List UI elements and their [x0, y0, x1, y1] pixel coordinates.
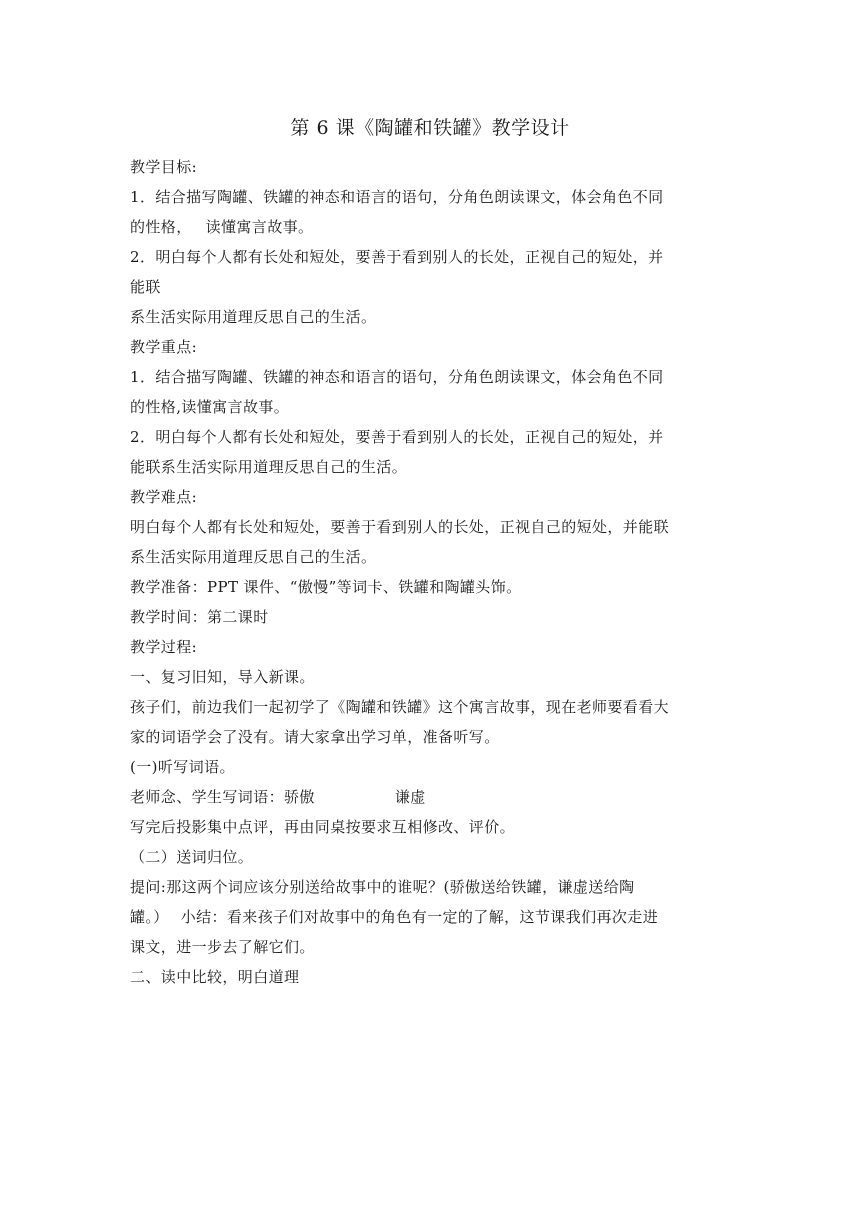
- key-point-1-line-1: 1．结合描写陶罐、铁罐的神态和语言的语句，分角色朗读课文，体会角色不同: [130, 368, 664, 386]
- dictation-line: [130, 782, 730, 812]
- question-line-1: 提问:那这两个词应该分别送给故事中的谁呢？(骄傲送给铁罐，谦虚送给陶: [130, 878, 635, 896]
- process-heading: 教学过程:: [130, 638, 198, 656]
- objectives-heading: 教学目标:: [130, 158, 198, 176]
- question-line-3: 课文，进一步去了解它们。: [130, 938, 315, 956]
- section-1-heading: 一、复习旧知，导入新课。: [130, 668, 315, 686]
- key-points-heading: 教学重点:: [130, 338, 198, 356]
- dictation-word-2: 谦虚: [394, 788, 426, 806]
- objective-1-line-2: [130, 212, 730, 242]
- intro-line-1: 孩子们，前边我们一起初学了《陶罐和铁罐》这个寓言故事，现在老师要看看大: [130, 698, 670, 716]
- subsection-1-heading: (一)听写词语。: [130, 758, 235, 776]
- subsection-2-heading: （二）送词归位。: [130, 848, 254, 866]
- dictation-label: 老师念、学生写词语：骄傲: [130, 788, 315, 806]
- objective-1-line-2b: 读懂寓言故事。: [205, 218, 314, 236]
- objective-1-line-1: 1．结合描写陶罐、铁罐的神态和语言的语句，分角色朗读课文，体会角色不同: [130, 188, 664, 206]
- objective-2-line-1: 2．明白每个人都有长处和短处，要善于看到别人的长处，正视自己的短处，并: [130, 248, 664, 266]
- key-point-2-line-1: 2．明白每个人都有长处和短处，要善于看到别人的长处，正视自己的短处，并: [130, 428, 664, 446]
- question-line-2a: 罐。）: [130, 908, 169, 926]
- document-body: [130, 152, 730, 992]
- objective-2-line-2: 能联: [130, 278, 161, 296]
- objective-1-line-2a: 的性格，: [130, 218, 192, 236]
- preparation-line: 教学准备：PPT 课件、“傲慢”等词卡、铁罐和陶罐头饰。: [130, 578, 522, 596]
- difficulties-line-1: 明白每个人都有长处和短处，要善于看到别人的长处，正视自己的短处，并能联: [130, 518, 670, 536]
- objective-2-line-3: 系生活实际用道理反思自己的生活。: [130, 308, 377, 326]
- question-line-2b: 小结：看来孩子们对故事中的角色有一定的了解，这节课我们再次走进: [180, 908, 659, 926]
- difficulties-line-2: 系生活实际用道理反思自己的生活。: [130, 548, 377, 566]
- key-point-1-line-2: 的性格,读懂寓言故事。: [130, 398, 290, 416]
- difficulties-heading: 教学难点:: [130, 488, 198, 506]
- section-2-heading: 二、读中比较，明白道理: [130, 968, 300, 986]
- dictation-followup: 写完后投影集中点评，再由同桌按要求互相修改、评价。: [130, 818, 516, 836]
- question-line-2: [130, 902, 730, 932]
- intro-line-2: 家的词语学会了没有。请大家拿出学习单，准备听写。: [130, 728, 500, 746]
- key-point-2-line-2: 能联系生活实际用道理反思自己的生活。: [130, 458, 408, 476]
- time-line: 教学时间：第二课时: [130, 608, 269, 626]
- document-title: 第 6 课《陶罐和铁罐》教学设计: [290, 117, 570, 139]
